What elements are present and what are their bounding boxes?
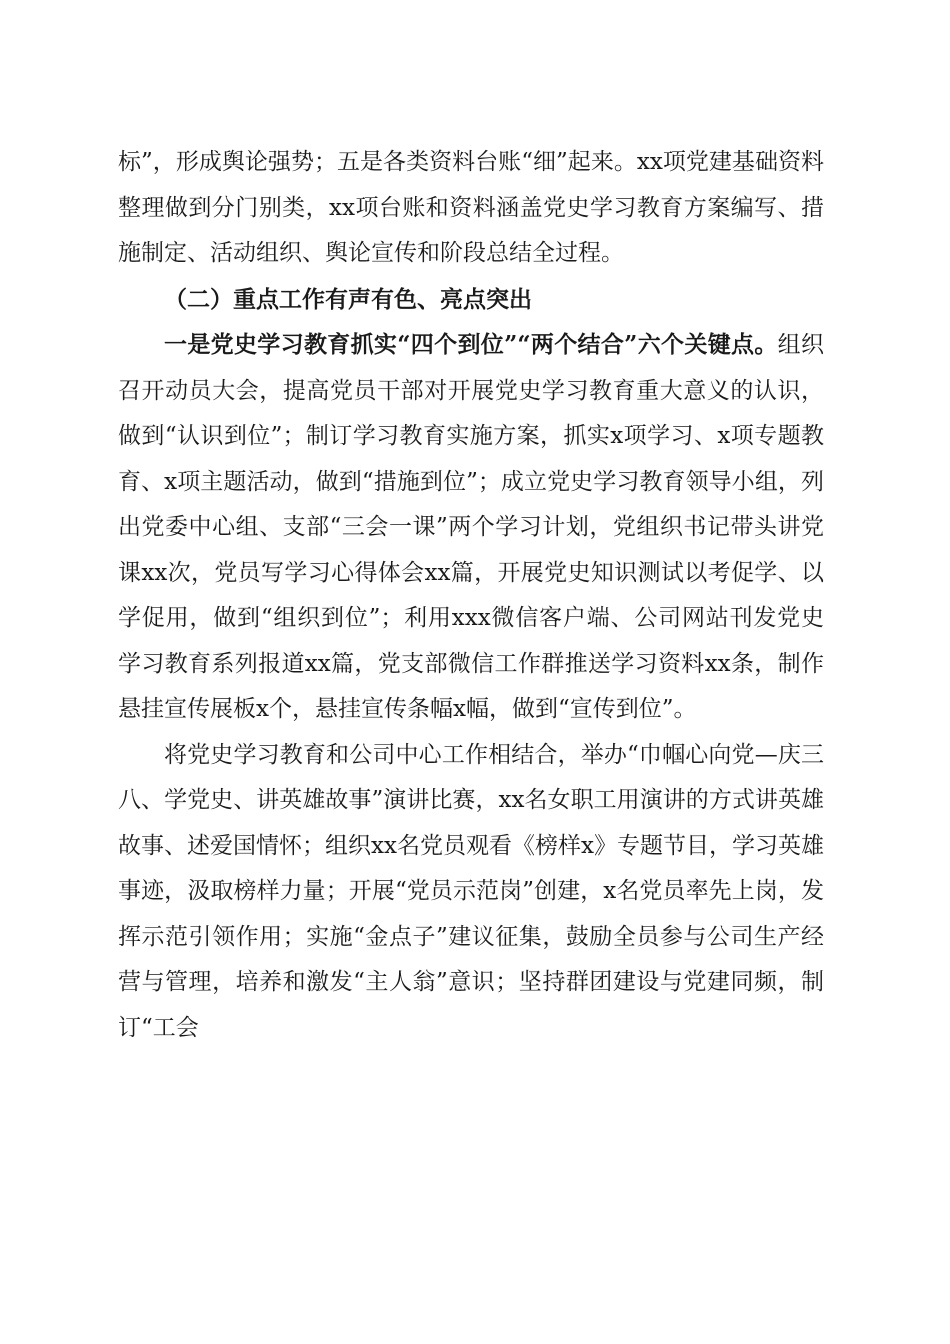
paragraph-lead: 一是党史学习教育抓实“四个到位”“两个结合”六个关键点。 [164, 331, 778, 358]
paragraph-body: 组织召开动员大会，提高党员干部对开展党史学习教育重大意义的认识，做到“认识到位”；制订学习教育实施方案，抓实x项学习、x项专题教育、x项主题活动，做到“措施到位”；成立党史学习教育领导小组，列出党委中心组、支部“三会一课”两个学习计划，党组织书记带头讲党课xx次，党员写学习心得体会xx篇，开展党史知识测试以考促学、以学促用，做到“组织到位”；利用xxx微信客户端、公司网站刊发党史学习教育系列报道xx篇，党支部微信工作群推送学习资料xx条，制作悬挂宣传展板x个，悬挂宣传条幅x幅，做到“宣传到位”。 [118, 332, 824, 722]
paragraph-study-education [118, 322, 824, 733]
paragraph-continuation: 标”，形成舆论强势；五是各类资料台账“细”起来。xx项党建基础资料整理做到分门别类，xx项台账和资料涵盖党史学习教育方案编写、措施制定、活动组织、舆论宣传和阶段总结全过程。 [118, 149, 824, 266]
paragraph-combination: 将党史学习教育和公司中心工作相结合，举办“巾帼心向党—庆三八、学党史、讲英雄故事”演讲比赛，xx名女职工用演讲的方式讲英雄故事、述爱国情怀；组织xx名党员观看《榜样x》专题节目，学习英雄事迹，汲取榜样力量；开展“党员示范岗”创建，x名党员率先上岗，发挥示范引领作用；实施“金点子”建议征集，鼓励全员参与公司生产经营与管理，培养和激发“主人翁”意识；坚持群团建设与党建同频，制订“工会 [118, 741, 824, 1041]
document-body [118, 140, 824, 1051]
section-heading: （二）重点工作有声有色、亮点突出 [164, 285, 532, 313]
